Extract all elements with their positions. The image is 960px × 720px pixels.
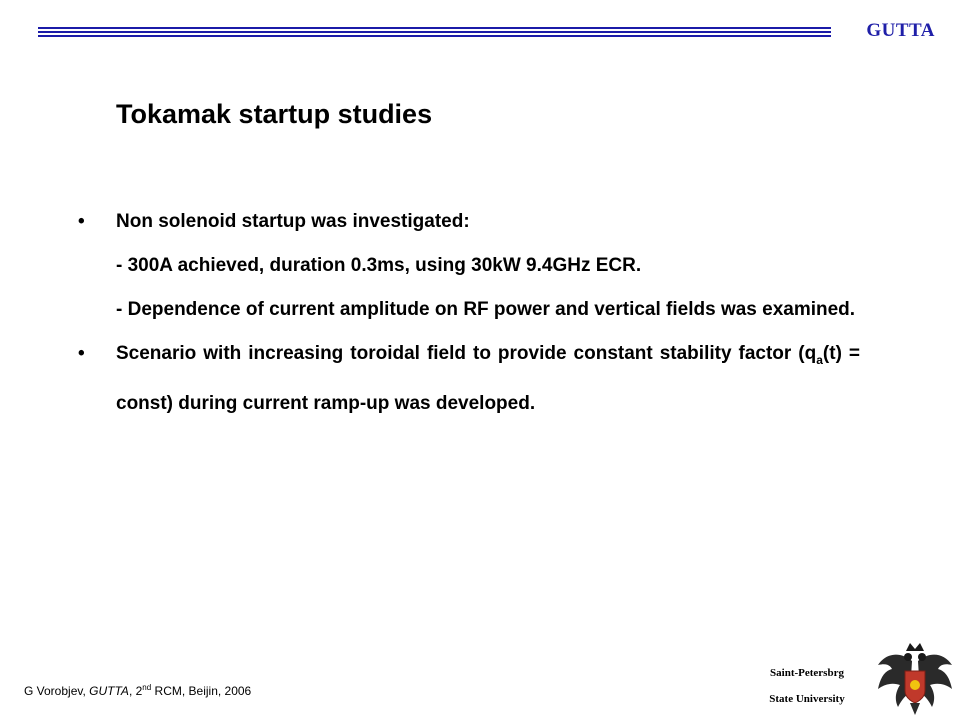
university-emblem-icon bbox=[872, 637, 958, 720]
footer-ordinal: nd bbox=[142, 683, 152, 692]
slide-title: Tokamak startup studies bbox=[116, 99, 433, 129]
university-line: Saint-Petersbrg bbox=[770, 667, 844, 679]
bullet-text-part: Scenario with increasing toroidal field to provide constant stability factor (q bbox=[116, 343, 817, 364]
footer-separator: , 2 bbox=[128, 684, 143, 698]
university-name bbox=[752, 660, 862, 712]
footer-event: RCM, Beijin, 2006 bbox=[151, 684, 252, 698]
bullet-dot: • bbox=[78, 343, 85, 364]
subscript: a bbox=[816, 352, 823, 367]
bullet-item bbox=[78, 332, 860, 426]
university-line: State University bbox=[769, 693, 845, 705]
brand-label: GUTTA bbox=[866, 20, 935, 41]
footer-author: G Vorobjev, bbox=[24, 684, 90, 698]
bullet-dot: • bbox=[78, 211, 85, 232]
bullet-text bbox=[116, 332, 860, 426]
sub-item: - 300A achieved, duration 0.3ms, using 30kW 9.4GHz ECR. bbox=[116, 255, 642, 276]
slide-content bbox=[78, 200, 860, 426]
sub-item: - Dependence of current amplitude on RF power and vertical fields was examined. bbox=[116, 299, 856, 320]
bullet-text-part: (t) = const) during current ramp-up was developed. bbox=[116, 343, 860, 414]
header-rule bbox=[38, 27, 831, 39]
bullet-item bbox=[78, 200, 860, 244]
bullet-text: Non solenoid startup was investigated: bbox=[116, 211, 470, 232]
footer-citation bbox=[24, 683, 251, 698]
footer-project: GUTTA bbox=[89, 684, 129, 698]
